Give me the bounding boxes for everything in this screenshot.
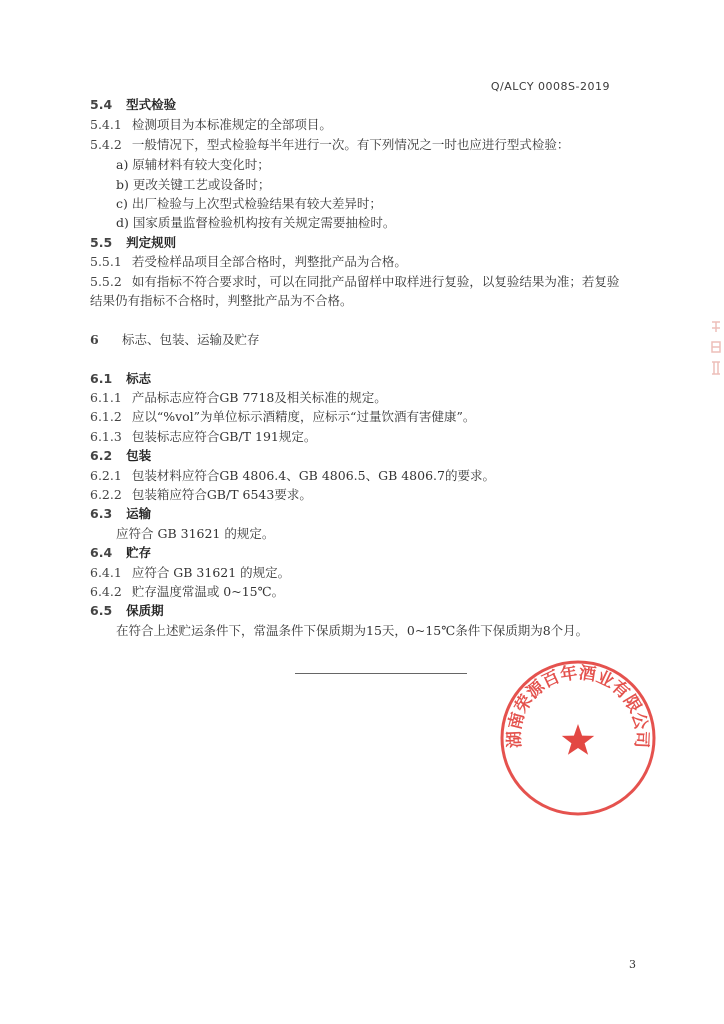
section-number: 5.5 (90, 235, 113, 250)
clause-text: 应符合 GB 31621 的规定。 (131, 565, 291, 580)
section-title: 标志 (126, 371, 152, 386)
clause-5-4-2 (90, 137, 569, 153)
clause-5-5-1 (90, 254, 407, 270)
clause-6-4-2 (90, 584, 284, 600)
clause-6-4-1 (90, 565, 290, 581)
section-heading-6-2 (90, 448, 151, 464)
clause-text: 检测项目为本标准规定的全部项目。 (131, 117, 332, 132)
clause-6-1-3 (90, 429, 316, 445)
star-icon (562, 724, 594, 755)
list-item: a) 原辅材料有较大变化时； (116, 157, 270, 172)
clause-number: 5.5.2 (90, 274, 122, 289)
section-title: 保质期 (126, 603, 164, 618)
section-title: 包装 (126, 448, 152, 463)
section-number: 5.4 (90, 97, 113, 112)
clause-text: 在符合上述贮运条件下，常温条件下保质期为15天，0~15℃条件下保质期为8个月。 (116, 623, 589, 638)
clause-number: 6.2.1 (90, 468, 122, 483)
clause-text: 贮存温度常温或 0~15℃。 (131, 584, 285, 599)
list-item: d) 国家质量监督检验机构按有关规定需要抽检时。 (116, 215, 396, 230)
clause-6-2-2 (90, 487, 312, 503)
clause-text: 应以“%vol”为单位标示酒精度，应标示“过量饮酒有害健康”。 (131, 409, 476, 424)
company-seal (498, 658, 658, 818)
clause-text: 若受检样品项目全部合格时，判整批产品为合格。 (131, 254, 407, 269)
section-title: 型式检验 (126, 97, 177, 112)
chapter-heading-6 (90, 332, 260, 348)
section-number: 6.3 (90, 506, 113, 521)
clause-6-1-2 (90, 409, 475, 425)
clause-number: 6.1.1 (90, 390, 122, 405)
clause-number: 6.1.2 (90, 409, 122, 424)
edge-stamp-fragment (708, 318, 724, 384)
clause-text: 包装箱应符合GB/T 6543要求。 (131, 487, 312, 502)
seal-text: 湖南荣源百年酒业有限公司 (504, 663, 652, 749)
clause-number: 6.4.2 (90, 584, 122, 599)
clause-number: 6.1.3 (90, 429, 122, 444)
page-number: 3 (629, 958, 636, 971)
clause-text: 应符合 GB 31621 的规定。 (116, 526, 275, 541)
section-title: 判定规则 (126, 235, 177, 250)
list-item: c) 出厂检验与上次型式检验结果有较大差异时； (116, 196, 382, 211)
section-number: 6.1 (90, 371, 113, 386)
end-divider (295, 673, 467, 674)
clause-continuation: 结果仍有指标不合格时，判整批产品为不合格。 (90, 293, 353, 308)
list-item: b) 更改关键工艺或设备时； (116, 177, 271, 192)
clause-number: 6.2.2 (90, 487, 122, 502)
clause-6-1-1 (90, 390, 387, 406)
clause-number: 5.5.1 (90, 254, 122, 269)
section-heading-6-4 (90, 545, 151, 561)
clause-text: 包装标志应符合GB/T 191规定。 (131, 429, 317, 444)
clause-6-2-1 (90, 468, 495, 484)
section-heading-6-3 (90, 506, 151, 522)
section-heading-6-1 (90, 371, 151, 387)
chapter-title: 标志、包装、运输及贮存 (122, 332, 260, 347)
section-heading-6-5 (90, 603, 164, 619)
section-title: 运输 (126, 506, 152, 521)
clause-number: 5.4.2 (90, 137, 122, 152)
section-heading-5-4 (90, 97, 176, 113)
chapter-number: 6 (90, 332, 99, 347)
section-number: 6.2 (90, 448, 113, 463)
clause-5-4-1 (90, 117, 332, 133)
document-code: Q/ALCY 0008S-2019 (490, 80, 610, 93)
clause-text: 如有指标不符合要求时，可以在同批产品留样中取样进行复验，以复验结果为准；若复验 (131, 274, 620, 289)
section-number: 6.4 (90, 545, 113, 560)
clause-number: 6.4.1 (90, 565, 122, 580)
section-heading-5-5 (90, 235, 176, 251)
section-number: 6.5 (90, 603, 113, 618)
clause-text: 包装材料应符合GB 4806.4、GB 4806.5、GB 4806.7的要求。 (131, 468, 495, 483)
clause-5-5-2 (90, 274, 619, 290)
clause-number: 5.4.1 (90, 117, 122, 132)
clause-text: 一般情况下，型式检验每半年进行一次。有下列情况之一时也应进行型式检验： (131, 137, 570, 152)
clause-text: 产品标志应符合GB 7718及相关标准的规定。 (131, 390, 387, 405)
section-title: 贮存 (126, 545, 152, 560)
